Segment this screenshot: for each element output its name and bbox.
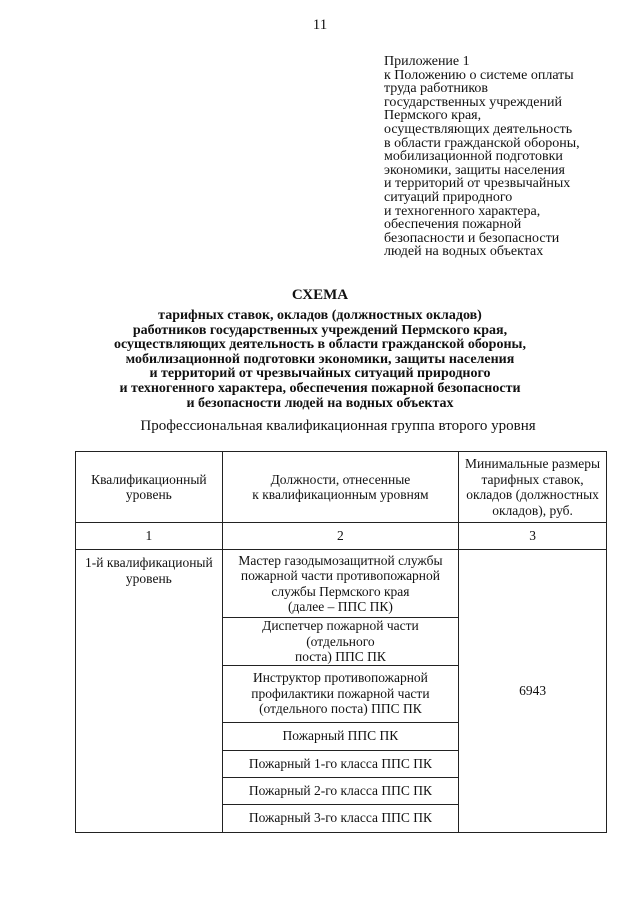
column-number: 2 — [222, 523, 458, 550]
appendix-line: людей на водных объектах — [384, 244, 544, 260]
appendix-line: Приложение 1 — [384, 54, 470, 69]
column-number-row — [76, 523, 607, 550]
appendix-line: труда работников — [384, 81, 489, 97]
position-cell: Пожарный 2-го класса ППС ПК — [222, 777, 458, 804]
appendix-line: государственных учреждений — [384, 94, 562, 110]
subtitle-line: и безопасности людей на водных объектах — [186, 395, 454, 411]
subtitle-line: осуществляющих деятельность в области гражданской обороны, — [114, 337, 526, 353]
appendix-line: и техногенного характера, — [384, 203, 541, 219]
salary-table — [75, 451, 607, 833]
header-level: Квалификационный уровень — [76, 452, 223, 523]
header-positions: Должности, отнесенные к квалификационным уровням — [222, 452, 458, 523]
document-title: СХЕМА — [291, 287, 349, 303]
appendix-line: мобилизационной подготовки — [384, 149, 563, 165]
column-number: 1 — [76, 523, 223, 550]
table-header-row — [76, 452, 607, 523]
appendix-line: в области гражданской обороны, — [384, 135, 580, 151]
position-cell: Инструктор противопожарной профилактики пожарной части (отдельного поста) ППС ПК — [222, 665, 458, 722]
appendix-line: и территорий от чрезвычайных — [384, 176, 571, 192]
position-cell: Пожарный 3-го класса ППС ПК — [222, 804, 458, 832]
subtitle-line: и территорий от чрезвычайных ситуаций природного — [149, 366, 491, 382]
qualification-level: 1-й квалификационый уровень — [76, 550, 223, 833]
table-row — [76, 550, 607, 618]
subtitle-line: тарифных ставок, окладов (должностных окладов) — [158, 308, 482, 323]
document-subtitle — [0, 309, 640, 411]
position-cell: Пожарный 1-го класса ППС ПК — [222, 750, 458, 777]
subtitle-line: мобилизационной подготовки экономики, защиты населения — [125, 351, 515, 367]
position-cell: Мастер газодымозащитной службы пожарной части противопожарной службы Пермского края (далее – ППС ПК) — [222, 550, 458, 618]
appendix-line: ситуаций природного — [384, 189, 513, 205]
appendix-note — [384, 55, 634, 259]
appendix-line: к Положению о системе оплаты — [384, 67, 574, 83]
appendix-line: обеспечения пожарной — [384, 217, 522, 233]
appendix-line: безопасности и безопасности — [384, 230, 560, 246]
appendix-line: Пермского края, — [384, 108, 482, 124]
subtitle-line: работников государственных учреждений Пермского края, — [132, 322, 508, 338]
subtitle-line: и техногенного характера, обеспечения пожарной безопасности — [119, 380, 521, 396]
appendix-line: экономики, защиты населения — [384, 162, 565, 178]
position-cell: Пожарный ППС ПК — [222, 722, 458, 750]
position-cell: Диспетчер пожарной части (отдельного поста) ППС ПК — [222, 618, 458, 666]
group-heading: Профессиональная квалификационная группа второго уровня — [140, 418, 536, 434]
column-number: 3 — [459, 523, 607, 550]
salary-value: 6943 — [459, 550, 607, 833]
page-number: 11 — [312, 17, 328, 33]
header-salary: Минимальные размеры тарифных ставок, окладов (должностных окладов), руб. — [459, 452, 607, 523]
appendix-line: осуществляющих деятельность — [384, 121, 573, 137]
